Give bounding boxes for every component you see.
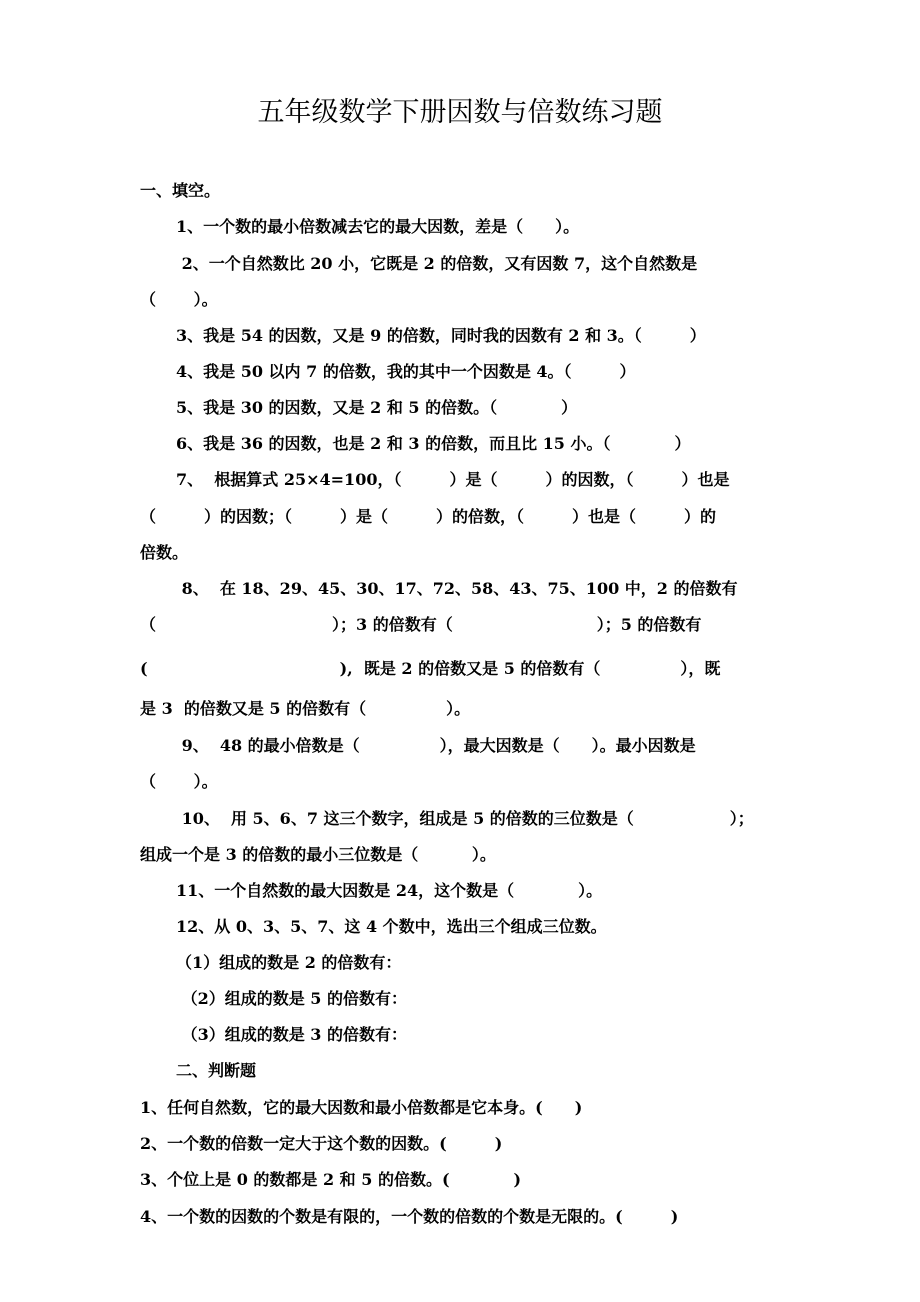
question-3: 3、我是 54 的因数，又是 9 的倍数，同时我的因数有 2 和 3。（ ）	[176, 326, 706, 345]
question-10-line-2: 组成一个是 3 的倍数的最小三位数是（ ）。	[140, 845, 496, 864]
question-1: 1、一个数的最小倍数减去它的最大因数，差是（ ）。	[176, 217, 580, 236]
question-4: 4、我是 50 以内 7 的倍数，我的其中一个因数是 4。（ ）	[176, 362, 636, 381]
section-1-heading: 一、填空。	[140, 181, 221, 200]
question-10-line-1: 10、 用 5、6、7 这三个数字，组成是 5 的倍数的三位数是（ ）；	[176, 809, 754, 828]
question-12: 12、从 0、3、5、7、这 4 个数中，选出三个组成三位数。	[176, 917, 607, 936]
question-7-line-1: 7、 根据算式 25×4=100，（ ）是（ ）的因数，（ ）也是	[176, 470, 730, 489]
question-12-part-1: （1）组成的数是 2 的倍数有：	[176, 953, 402, 972]
section-2-heading: 二、判断题	[176, 1061, 257, 1080]
question-12-part-3: （3）组成的数是 3 的倍数有：	[176, 1025, 407, 1044]
question-12-part-2: （2）组成的数是 5 的倍数有：	[176, 989, 407, 1008]
question-11: 11、一个自然数的最大因数是 24，这个数是（ ）。	[176, 881, 603, 900]
question-6: 6、我是 36 的因数，也是 2 和 3 的倍数，而且比 15 小。（ ）	[176, 434, 691, 453]
judge-item-2: 2、一个数的倍数一定大于这个数的因数。( )	[140, 1134, 503, 1153]
question-7-line-3: 倍数。	[140, 543, 189, 562]
question-8-line-2: （ ）；3 的倍数有（ ）；5 的倍数有	[140, 615, 702, 634]
question-2-line-1: 2、一个自然数比 20 小，它既是 2 的倍数，又有因数 7，这个自然数是	[176, 254, 698, 273]
question-8-line-4: 是 3 的倍数又是 5 的倍数有（ ）。	[140, 699, 471, 718]
judge-item-3: 3、个位上是 0 的数都是 2 和 5 的倍数。( )	[140, 1170, 522, 1189]
question-8-line-3: ( ), 既是 2 的倍数又是 5 的倍数有（ ），既	[140, 659, 721, 678]
judge-item-1: 1、任何自然数，它的最大因数和最小倍数都是它本身。( )	[140, 1098, 583, 1117]
question-7-line-2: （ ）的因数；（ ）是（ ）的倍数，（ ）也是（ ）的	[140, 507, 717, 526]
question-5: 5、我是 30 的因数，又是 2 和 5 的倍数。（ ）	[176, 398, 578, 417]
page-title: 五年级数学下册因数与倍数练习题	[257, 97, 663, 128]
judge-item-4: 4、一个数的因数的个数是有限的，一个数的倍数的个数是无限的。( )	[140, 1207, 679, 1226]
question-2-line-2: （ ）。	[140, 290, 218, 309]
question-9-line-1: 9、 48 的最小倍数是（ ），最大因数是（ ）。最小因数是	[176, 736, 696, 755]
question-9-line-2: （ ）。	[140, 772, 218, 791]
question-8-line-1: 8、 在 18、29、45、30、17、72、58、43、75、100 中，2 的倍数有	[176, 579, 738, 598]
